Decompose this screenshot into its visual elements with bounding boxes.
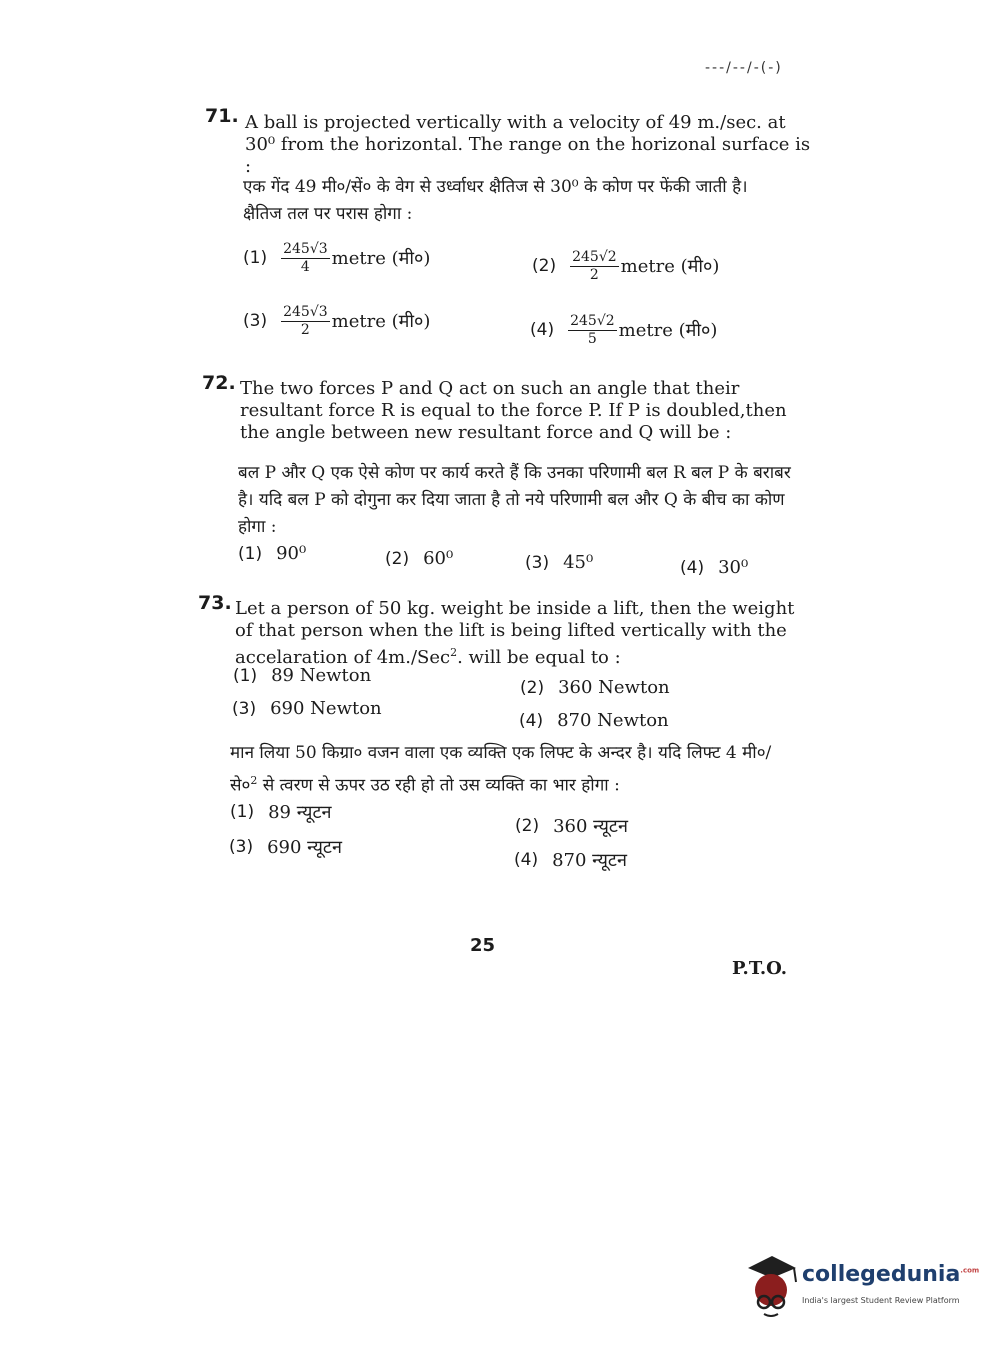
option-text: 690 न्यूटन [267, 837, 342, 858]
option-number: (4) [680, 557, 705, 578]
option-number: (2) [520, 677, 545, 698]
fraction: $\frac{245√3}{2}$ [283, 304, 328, 338]
q73-option-hi-4 [514, 848, 627, 872]
collegedunia-logo [742, 1250, 980, 1320]
option-number: (2) [532, 255, 557, 276]
q71-option-2 [532, 248, 719, 283]
option-text: 360 Newton [558, 677, 670, 698]
option-text: 870 Newton [557, 710, 669, 731]
option-number: (3) [229, 837, 254, 857]
q73-option-en-3 [232, 698, 382, 719]
fraction: $\frac{245√2}{2}$ [572, 249, 617, 283]
question-73-number: 73. [198, 592, 232, 614]
option-number: (4) [519, 710, 544, 731]
option-number: (4) [530, 319, 555, 340]
option-text: 30⁰ [718, 557, 749, 578]
option-text: 89 न्यूटन [268, 802, 332, 823]
q71-option-1 [243, 240, 430, 275]
logo-wordmark: collegedunia$^{.com}$ [802, 1262, 980, 1287]
question-71-number: 71. [205, 105, 239, 127]
fraction: $\frac{245√2}{5}$ [570, 313, 615, 347]
option-number: (1) [243, 247, 268, 268]
q71-option-3 [243, 303, 430, 338]
question-71-hindi: एक गेंद 49 मी०/सें० के वेग से उर्ध्वाधर क्षैतिज से 30⁰ के कोण पर फेंकी जाती है। क्षैतिज तल पर परास होगा : [243, 177, 748, 224]
question-71-english: A ball is projected vertically with a velocity of 49 m./sec. at 30⁰ from the horizontal. The range on the horizonal surface is : [245, 112, 811, 177]
q72-option-2 [385, 548, 453, 569]
question-72-hindi: बल P और Q एक ऐसे कोण पर कार्य करते हैं कि उनका परिणामी बल R बल P के बराबर है। यदि बल P को दोगुना कर दिया जाता है तो नये परिणामी बल और Q के बीच का कोण होगा : [238, 463, 791, 537]
q73-option-hi-2 [515, 814, 628, 838]
question-72-english: The two forces P and Q act on such an angle that their resultant force R is equal to the force P. If P is doubled,then the angle between new resultant force and Q will be : [240, 378, 787, 443]
option-number: (3) [243, 310, 268, 331]
option-unit: metre (मी०) [331, 247, 431, 269]
fraction: $\frac{245√3}{4}$ [283, 241, 328, 275]
option-number: (2) [385, 548, 410, 569]
option-number: (3) [525, 552, 550, 573]
option-number: (1) [233, 665, 258, 686]
q72-option-4 [680, 557, 748, 578]
q73-option-hi-1 [230, 800, 332, 824]
q73-option-en-4 [519, 710, 669, 731]
paper-code: ---/--/-(-) [705, 60, 783, 76]
pto-label: P.T.O. [732, 958, 788, 979]
option-text: 90⁰ [276, 543, 307, 564]
question-73-english: Let a person of 50 kg. weight be inside a lift, then the weight of that person when the lift is being lifted vertically with the accelaration of 4m./Sec$^2$. will be equal to : [235, 598, 795, 668]
logo-tagline: India's largest Student Review Platform [802, 1296, 960, 1305]
question-72-number: 72. [202, 372, 236, 394]
option-text: 690 Newton [270, 698, 382, 719]
page-number: 25 [470, 935, 496, 956]
option-number: (1) [238, 543, 263, 564]
option-unit: metre (मी०) [331, 310, 431, 332]
q72-option-1 [238, 543, 306, 564]
q73-option-hi-3 [229, 835, 342, 859]
q71-option-4 [530, 312, 717, 347]
mascot-icon [742, 1250, 800, 1320]
option-text: 89 Newton [271, 665, 372, 686]
option-text: 870 न्यूटन [552, 850, 627, 871]
option-text: 360 न्यूटन [553, 816, 628, 837]
option-text: 60⁰ [423, 548, 454, 569]
option-text: 45⁰ [563, 552, 594, 573]
question-73-hindi: मान लिया 50 किग्रा० वजन वाला एक व्यक्ति एक लिफ्ट के अन्दर है। यदि लिफ्ट 4 $मी०/से०^2$ से त्वरण से ऊपर उठ रही हो तो उस व्यक्ति का भार होगा : [230, 743, 772, 796]
q73-option-en-2 [520, 677, 670, 698]
option-number: (2) [515, 816, 540, 836]
option-number: (4) [514, 850, 539, 870]
option-number: (3) [232, 698, 257, 719]
option-number: (1) [230, 802, 255, 822]
q73-option-en-1 [233, 665, 371, 686]
option-unit: metre (मी०) [620, 255, 720, 277]
q72-option-3 [525, 552, 593, 573]
option-unit: metre (मी०) [618, 319, 718, 341]
